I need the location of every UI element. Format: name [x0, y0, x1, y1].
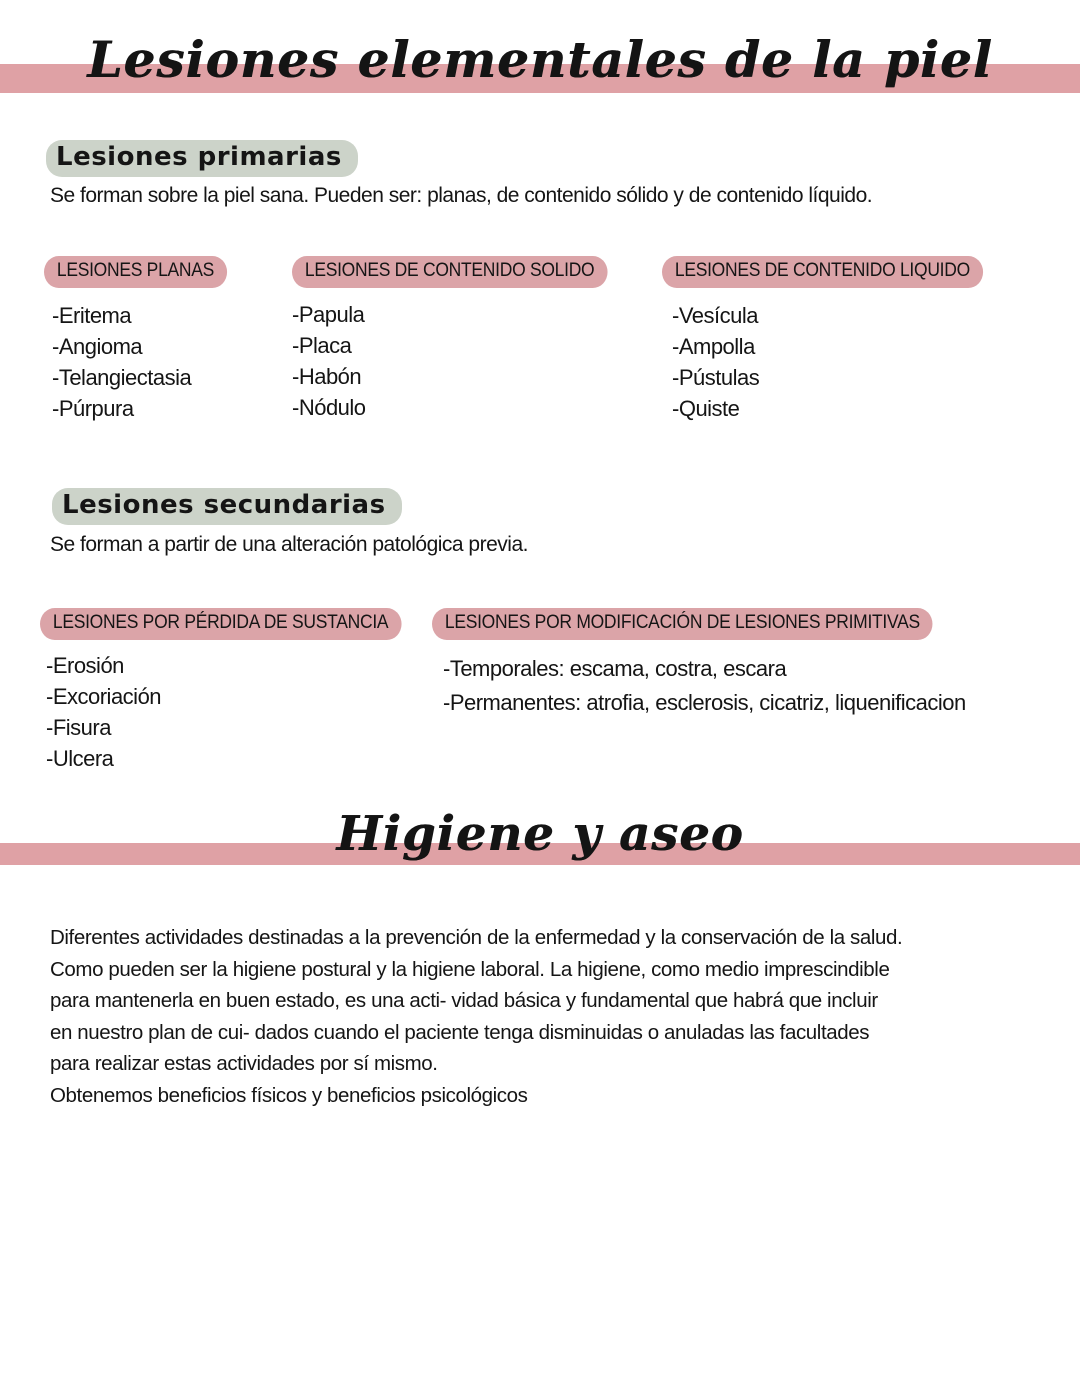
planas-list [52, 300, 191, 424]
paragraph-line: Obtenemos beneficios físicos y beneficios psicológicos [50, 1083, 528, 1107]
paragraph-line: Diferentes actividades destinadas a la prevención de la enfermedad y la conservación de la salud. [50, 926, 903, 949]
list-item: -Pústulas [672, 365, 760, 390]
primarias-intro-text: Se forman sobre la piel sana. Pueden ser: planas, de contenido sólido y de contenido líquido. [50, 184, 873, 207]
column-header-contenido-liquido: LESIONES DE CONTENIDO LIQUIDO [662, 256, 983, 288]
list-item: -Quiste [672, 396, 740, 421]
list-item: -Ulcera [46, 746, 114, 771]
list-item: -Ampolla [672, 334, 755, 359]
list-item: -Púrpura [52, 396, 134, 421]
column-header-planas: LESIONES PLANAS [44, 256, 227, 288]
list-item: -Papula [292, 302, 365, 327]
perdida-sustancia-list [46, 650, 161, 774]
paragraph-line: Como pueden ser la higiene postural y la higiene laboral. La higiene, como medio imprescindible [50, 957, 890, 981]
column-header-modificacion-primitivas: LESIONES POR MODIFICACIÓN DE LESIONES PRIMITIVAS [432, 608, 933, 640]
higiene-paragraph [50, 922, 902, 1111]
paragraph-line: para realizar estas actividades por sí mismo. [50, 1052, 438, 1075]
list-item: -Erosión [46, 653, 124, 678]
list-item: -Angioma [52, 334, 143, 359]
column-header-perdida-sustancia: LESIONES POR PÉRDIDA DE SUSTANCIA [40, 608, 401, 640]
paragraph-line: en nuestro plan de cui- dados cuando el paciente tenga disminuidas o anuladas las facultades [50, 1020, 870, 1044]
list-item: -Telangiectasia [52, 365, 192, 390]
list-item: -Permanentes: atrofia, esclerosis, cicatriz, liquenificacion [443, 690, 966, 715]
list-item: -Nódulo [292, 395, 366, 420]
list-item: -Fisura [46, 715, 111, 740]
section-heading-primarias: Lesiones primarias [46, 140, 358, 177]
contenido-solido-list [292, 299, 366, 423]
page-title-primary: Lesiones elementales de la piel [87, 30, 993, 89]
section-heading-secundarias: Lesiones secundarias [52, 488, 402, 525]
paragraph-line: para mantenerla en buen estado, es una acti- vidad básica y fundamental que habrá que incluir [50, 989, 878, 1012]
list-item: -Eritema [52, 303, 132, 328]
list-item: -Habón [292, 364, 362, 389]
list-item: -Excoriación [46, 684, 162, 709]
contenido-liquido-list [672, 300, 759, 424]
page-title-secondary: Higiene y aseo [336, 806, 744, 862]
list-item: -Temporales: escama, costra, escara [443, 656, 787, 681]
list-item: -Placa [292, 333, 352, 358]
modificacion-primitivas-list [443, 652, 966, 720]
column-header-contenido-solido: LESIONES DE CONTENIDO SOLIDO [292, 256, 607, 288]
list-item: -Vesícula [672, 303, 758, 328]
secundarias-intro-text: Se forman a partir de una alteración patológica previa. [50, 533, 528, 556]
